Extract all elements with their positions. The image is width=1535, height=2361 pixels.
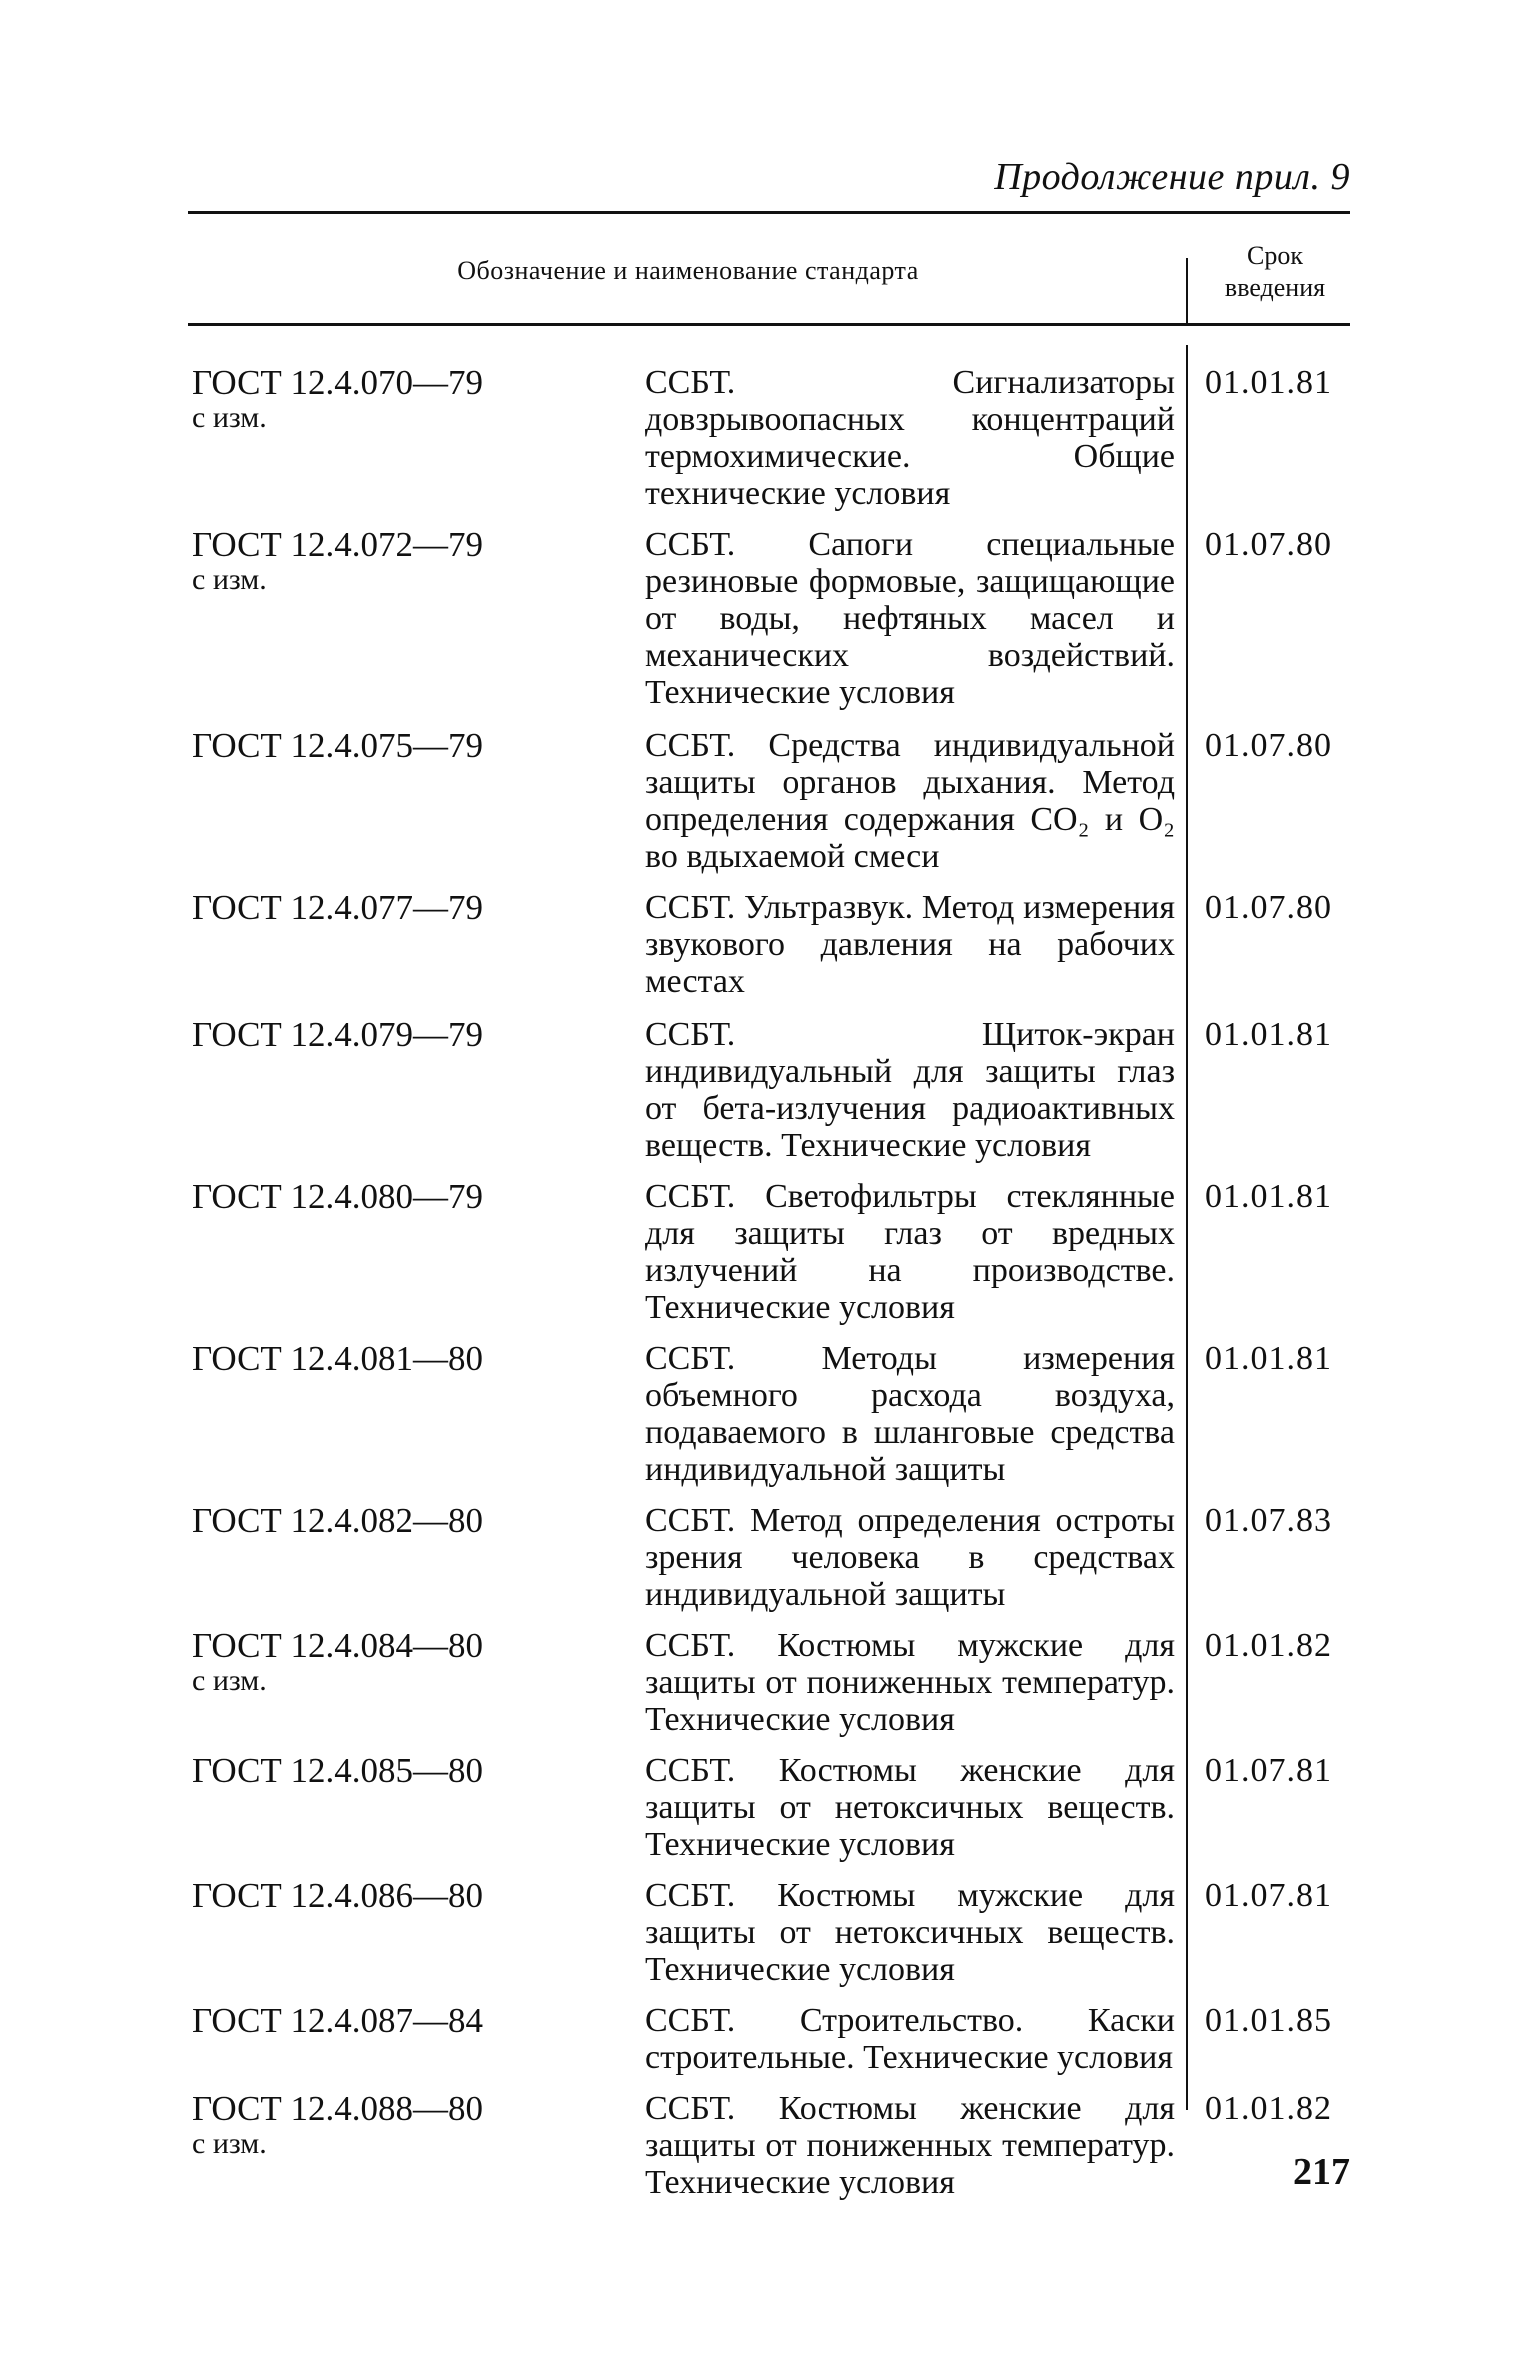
standard-title: ССБТ. Костюмы мужские для защиты от нетоксичных веществ. Технические условия (645, 1877, 1175, 1988)
standard-code (192, 1178, 632, 1215)
standard-code (192, 364, 632, 435)
standard-effective-date: 01.07.80 (1205, 727, 1332, 764)
table-row (0, 526, 1535, 711)
standard-effective-date: 01.01.81 (1205, 1340, 1332, 1377)
table-row (0, 1340, 1535, 1488)
standard-code-text: ГОСТ 12.4.080—79 (192, 1177, 484, 1216)
standard-amendment-note: с изм. (192, 401, 267, 434)
standard-effective-date: 01.01.81 (1205, 1178, 1332, 1215)
standard-code (192, 727, 632, 764)
standard-effective-date: 01.01.82 (1205, 2090, 1332, 2127)
standard-title: ССБТ. Средства индивидуальной защиты органов дыхания. Метод определения содержания CO₂ и O₂ во вдыхаемой смеси (645, 727, 1175, 875)
standard-effective-date: 01.01.81 (1205, 364, 1332, 401)
standard-title: ССБТ. Костюмы женские для защиты от пониженных температур. Технические условия (645, 2090, 1175, 2201)
standard-code (192, 1752, 632, 1789)
standard-effective-date: 01.01.81 (1205, 1016, 1332, 1053)
standard-code-text: ГОСТ 12.4.077—79 (192, 888, 484, 927)
standard-code-text: ГОСТ 12.4.079—79 (192, 1015, 484, 1054)
standard-effective-date: 01.07.81 (1205, 1752, 1332, 1789)
table-row (0, 1627, 1535, 1738)
standard-code (192, 526, 632, 597)
table-row (0, 727, 1535, 875)
standard-amendment-note: с изм. (192, 563, 267, 596)
standard-code-text: ГОСТ 12.4.072—79 (192, 525, 484, 564)
standard-title: ССБТ. Метод определения остроты зрения человека в средствах индивидуальной защиты (645, 1502, 1175, 1613)
standard-code-text: ГОСТ 12.4.085—80 (192, 1751, 484, 1790)
page-number: 217 (1293, 2151, 1350, 2193)
standards-table-body (0, 364, 1535, 2201)
standard-code-text: ГОСТ 12.4.081—80 (192, 1339, 484, 1378)
standard-effective-date: 01.07.83 (1205, 1502, 1332, 1539)
standard-title: ССБТ. Методы измерения объемного расхода воздуха, подаваемого в шланговые средства индивидуальной защиты (645, 1340, 1175, 1488)
standard-code (192, 2090, 632, 2161)
standard-effective-date: 01.01.82 (1205, 1627, 1332, 1664)
standard-code-text: ГОСТ 12.4.087—84 (192, 2001, 484, 2040)
standard-effective-date: 01.07.81 (1205, 1877, 1332, 1914)
table-top-rule (188, 211, 1350, 214)
standard-code-text: ГОСТ 12.4.088—80 (192, 2089, 484, 2128)
standard-amendment-note: с изм. (192, 2127, 267, 2160)
table-header-rule (188, 323, 1350, 326)
standard-code (192, 1016, 632, 1053)
table-row (0, 1178, 1535, 1326)
column-header-date: Срок введения (1224, 241, 1326, 302)
standard-effective-date: 01.07.80 (1205, 889, 1332, 926)
standard-code-text: ГОСТ 12.4.082—80 (192, 1501, 484, 1540)
standard-title: ССБТ. Сапоги специальные резиновые формовые, защищающие от воды, нефтяных масел и механических воздействий. Технические условия (645, 526, 1175, 711)
table-row (0, 2002, 1535, 2076)
standard-code (192, 1877, 632, 1914)
standard-code (192, 1627, 632, 1698)
standard-title: ССБТ. Сигнализаторы довзрывоопасных концентраций термохимические. Общие технические условия (645, 364, 1175, 512)
standard-code-text: ГОСТ 12.4.086—80 (192, 1876, 484, 1915)
standard-title: ССБТ. Строительство. Каски строительные. Технические условия (645, 2002, 1175, 2076)
table-row (0, 364, 1535, 512)
standard-title: ССБТ. Костюмы женские для защиты от нетоксичных веществ. Технические условия (645, 1752, 1175, 1863)
standard-title: ССБТ. Ультразвук. Метод измерения звукового давления на рабочих местах (645, 889, 1175, 1000)
standard-effective-date: 01.07.80 (1205, 526, 1332, 563)
table-row (0, 1752, 1535, 1863)
standard-code (192, 2002, 632, 2039)
table-row (0, 889, 1535, 1000)
standard-code-text: ГОСТ 12.4.075—79 (192, 726, 484, 765)
standard-title: ССБТ. Костюмы мужские для защиты от пониженных температур. Технические условия (645, 1627, 1175, 1738)
standard-effective-date: 01.01.85 (1205, 2002, 1332, 2039)
standard-code (192, 889, 632, 926)
standard-code (192, 1502, 632, 1539)
continuation-note: Продолжение прил. 9 (994, 156, 1350, 198)
standard-title: ССБТ. Щиток-экран индивидуальный для защиты глаз от бета-излучения радиоактивных веществ. Технические условия (645, 1016, 1175, 1164)
standard-code (192, 1340, 632, 1377)
table-row (0, 1016, 1535, 1164)
standard-code-text: ГОСТ 12.4.084—80 (192, 1626, 484, 1665)
table-row (0, 1502, 1535, 1613)
standard-amendment-note: с изм. (192, 1664, 267, 1697)
header-column-divider (1186, 258, 1188, 323)
column-header-name: Обозначение и наименование стандарта (457, 256, 919, 285)
standard-code-text: ГОСТ 12.4.070—79 (192, 363, 484, 402)
standard-title: ССБТ. Светофильтры стеклянные для защиты глаз от вредных излучений на производстве. Технические условия (645, 1178, 1175, 1326)
table-row (0, 1877, 1535, 1988)
